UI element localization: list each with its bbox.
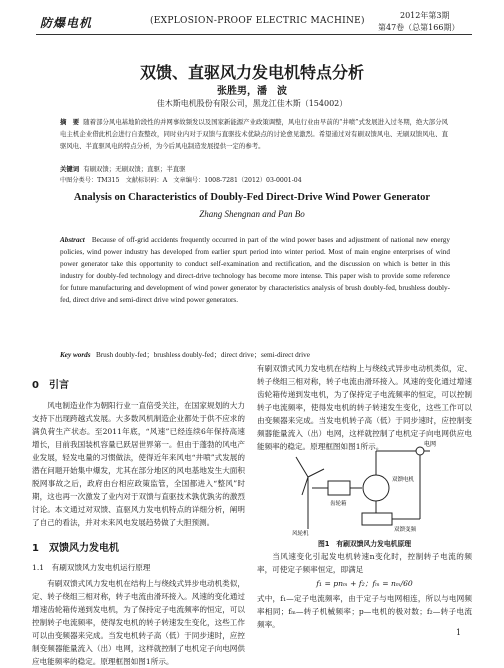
authors-en: Zhang Shengnan and Pan Bo [199, 209, 305, 219]
journal-name: (EXPLOSION-PROOF ELECTRIC MACHINE) [150, 16, 365, 26]
affiliation-cn: 佳木斯电机股份有限公司，黑龙江佳木斯（154002） [156, 99, 348, 108]
wind-turbine-icon [296, 457, 324, 529]
figure-1-caption: 图1 有刷双馈风力发电机原理 [317, 540, 412, 548]
abstract-cn-text: 随着部分风电基地阶段性的并网事故频发以及国家新能源产业政策调整，风电行业由早前的“井喷”式发展进入过冬期，绝大部分风电主机企业借此机会进行自查整改，同时业内对于双馈与直驱技术优缺点的讨论愈见激烈。希望通过对有刷双馈风电、无刷双馈风电、直驱风电、半直驱风电的特点分析，为今后风电制造发展提供一定的参考。 [60, 118, 448, 150]
authors-cn: 张胜男，潘 波 [217, 86, 287, 97]
issue-year: 2012年第3期 [400, 11, 450, 20]
formula-1: f₁ = pnₘ + f₂；fₘ = nₘ/60 [316, 579, 413, 588]
section-0-heading: 0 引言 [32, 380, 69, 391]
keywords-cn-text: 有刷双馈；无刷双馈；直驱；半直驱 [83, 165, 186, 173]
section-0-text: 风电制造业作为朝阳行业一直倍受关注，在国家规划的大力支持下出现跨越式发展。大多数风机制造企业都处于供不应求的满负荷生产状态。至2011年底，“风速”已经连续6年保持高速增长，目前我国装机容量已跃居世界第一。但由于蓬勃的风电产业发展，轻发电量的习惯做法，使得近年来风电“井喷”式发展的潜在问题开始集中爆发，尤其在部分地区的风电基地发生大面积脱网事故之后，政府由台相应政策监管，全国都进入“整风”时期，这也再一次激发了业内对于双馈与直驱技术孰优孰劣的激烈讨论。本文通过对双馈、直驱风力发电机特点的详细分析，阐明了自己的看法，并对未来风电发展趋势做了大胆预测。 [32, 401, 245, 527]
abstract-cn [60, 116, 448, 152]
abstract-en [60, 234, 450, 306]
section-1-1-heading: 1.1 有刷双馈风力发电机运行原理 [32, 563, 151, 572]
generator-symbol [363, 475, 389, 501]
classification-cn: 中图分类号：TM315 文献标识码：A 文章编号：1008-7281（2012）03-0001-04 [60, 177, 302, 184]
label-generator: 双馈电机 [392, 477, 415, 483]
abstract-en-label: Abstract [60, 236, 85, 244]
keywords-en-label: Key words [60, 351, 91, 359]
paper-title-cn: 双馈、直驱风力发电机特点分析 [139, 63, 364, 82]
label-converter: 双馈变频 [394, 527, 417, 533]
label-turbine: 风轮机 [292, 531, 309, 537]
abstract-en-text: Because of off-grid accidents frequently occurred in part of the wind power bases and adjustment of national new energy policies, wind power industry has developed from earlier spurt period into winter period. Most of main engine enterprises of wind power generator take this opportunity to conduct self-examination and rectification, and the discussion on which is better in this industry for doubly-fed technology and direct-drive technology has become more intense. This paper wish to provide some reference for future manufacturing and development of wind power generator by characteristics analysis of brush doubly-fed, brushless doubly-fed, direct drive and semi-direct drive wind power generators. [60, 236, 450, 304]
left-column [32, 362, 245, 666]
formula-variables: 式中，f₁—定子电流频率，由于定子与电网相连，所以与电网频率相同；fₘ—转子机械频率；p—电机的极对数；f₂—转子电流频率。 [257, 594, 472, 629]
section-1-1-text: 有刷双馈式风力发电机在结构上与绕线式异步电动机类似，定、转子绕组三相对称，转子电流由滑环接入。风速的变化通过增速齿轮箱传递到发电机，为了保持定子电流频率的恒定，可以控制转子电流频率，使得发电机的转子转速发生变化，这些工作可以由变频器来完成。当发电机转子高（低）于同步速时，应控制变频器能量流入（出）电网，这样就控制了电机定子向电网供应电能频率的稳定。原理框图如图1所示。 [32, 579, 245, 666]
keywords-en-text: Brush doubly-fed；brushless doubly-fed；direct drive；semi-direct drive [95, 351, 310, 359]
abstract-cn-label: 摘 要 [60, 118, 80, 126]
keywords-en [60, 350, 450, 360]
paragraph-after-figure: 当风速变化引起发电机转速n变化时，控制转子电流的频率，可使定子频率恒定，即满足 [257, 552, 472, 574]
keywords-cn [60, 164, 448, 175]
issue-volume: 第47卷（总第166期） [378, 23, 460, 32]
gearbox-box [328, 481, 350, 495]
converter-box [362, 513, 392, 525]
section-1-1-continued: 有刷双馈式风力发电机在结构上与绕线式异步电动机类似，定、转子绕组三相对称，转子电流由滑环接入。风速的变化通过增速齿轮箱传递到发电机，为了保持定子电流频率的恒定，可以控制转子电流频率，使得发电机的转子转速发生变化，这些工作可以由变频器来完成。当发电机转子高（低）于同步速时，应控制变频器能量流入（出）电网，这样就控制了电机定子向电网供应电能频率的稳定。原理框图如图1所示。 [257, 364, 472, 451]
section-1-heading: 1 双馈风力发电机 [32, 543, 119, 554]
label-grid: 电网 [424, 441, 437, 448]
figure-1-diagram [290, 437, 450, 537]
paper-title-en: Analysis on Characteristics of Doubly-Fed Direct-Drive Wind Power Generator [73, 192, 431, 203]
label-gearbox: 齿轮箱 [330, 501, 347, 507]
grid-connection-icon [416, 447, 424, 455]
journal-logo: 防爆电机 [40, 16, 93, 30]
page-number: 1 [456, 628, 462, 637]
header-rule [36, 34, 472, 35]
keywords-cn-label: 关键词 [60, 165, 80, 173]
right-column [257, 362, 472, 451]
